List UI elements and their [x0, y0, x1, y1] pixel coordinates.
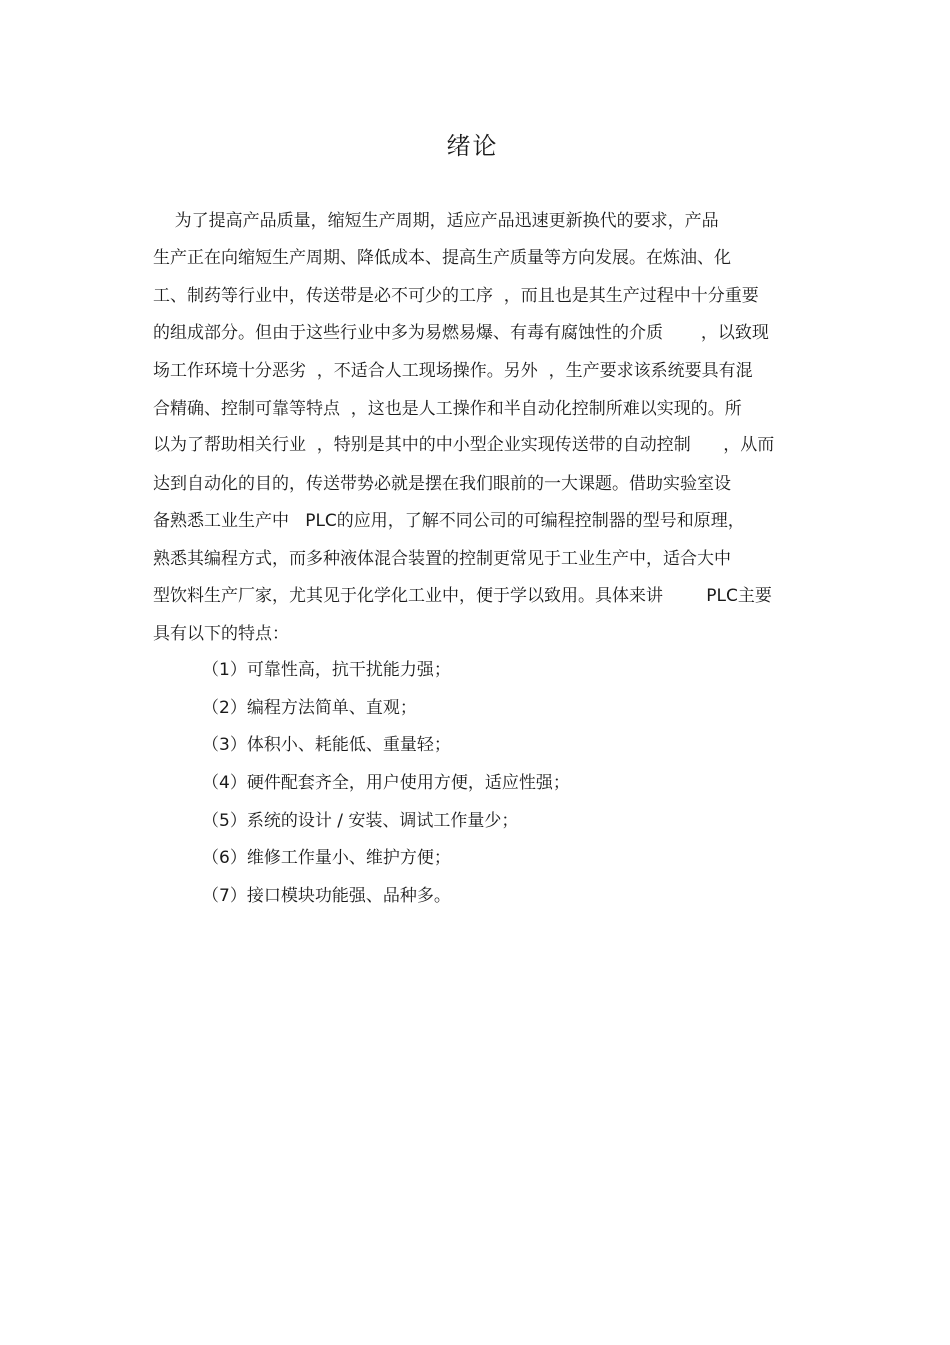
paragraph-line: 熟悉其编程方式，而多种液体混合装置的控制更常见于工业生产中，适合大中	[153, 549, 731, 569]
paragraph-line: 工、制药等行业中，传送带是必不可少的工序 ，而且也是其生产过程中十分重要	[153, 286, 759, 306]
paragraph-line: 合精确、控制可靠等特点 ，这也是人工操作和半自动化控制所难以实现的。所	[153, 399, 742, 419]
feature-item: （7）接口模块功能强、品种多。	[202, 886, 451, 906]
page-title: 绪论	[446, 132, 499, 160]
feature-item: （5）系统的设计 / 安装、调试工作量少；	[202, 811, 519, 831]
paragraph-line: 备熟悉工业生产中 PLC的应用，了解不同公司的可编程控制器的型号和原理，	[153, 511, 745, 531]
feature-item: （1）可靠性高，抗干扰能力强；	[202, 660, 451, 680]
feature-item: （2）编程方法简单、直观；	[202, 698, 417, 718]
paragraph-line: 生产正在向缩短生产周期、降低成本、提高生产质量等方向发展。在炼油、化	[153, 248, 731, 268]
paragraph-line: 场工作环境十分恶劣 ，不适合人工现场操作。另外 ，生产要求该系统要具有混	[153, 361, 753, 381]
paragraph-line: 具有以下的特点：	[153, 624, 289, 644]
feature-item: （6）维修工作量小、维护方便；	[202, 848, 451, 868]
paragraph-line: 达到自动化的目的，传送带势必就是摆在我们眼前的一大课题。借助实验室设	[153, 474, 731, 494]
feature-item: （4）硬件配套齐全，用户使用方便，适应性强；	[202, 773, 570, 793]
paragraph-line: 以为了帮助相关行业 ，特别是其中的中小型企业实现传送带的自动控制 ，从而	[153, 435, 775, 455]
feature-item: （3）体积小、耗能低、重量轻；	[202, 735, 451, 755]
paragraph-line: 为了提高产品质量，缩短生产周期，适应产品迅速更新换代的要求，产品	[153, 211, 719, 231]
paragraph-line: 的组成部分。但由于这些行业中多为易燃易爆、有毒有腐蚀性的介质 ，以致现	[153, 323, 769, 343]
paragraph-line: 型饮料生产厂家，尤其见于化学化工业中，便于学以致用。具体来讲 PLC主要	[153, 586, 772, 606]
